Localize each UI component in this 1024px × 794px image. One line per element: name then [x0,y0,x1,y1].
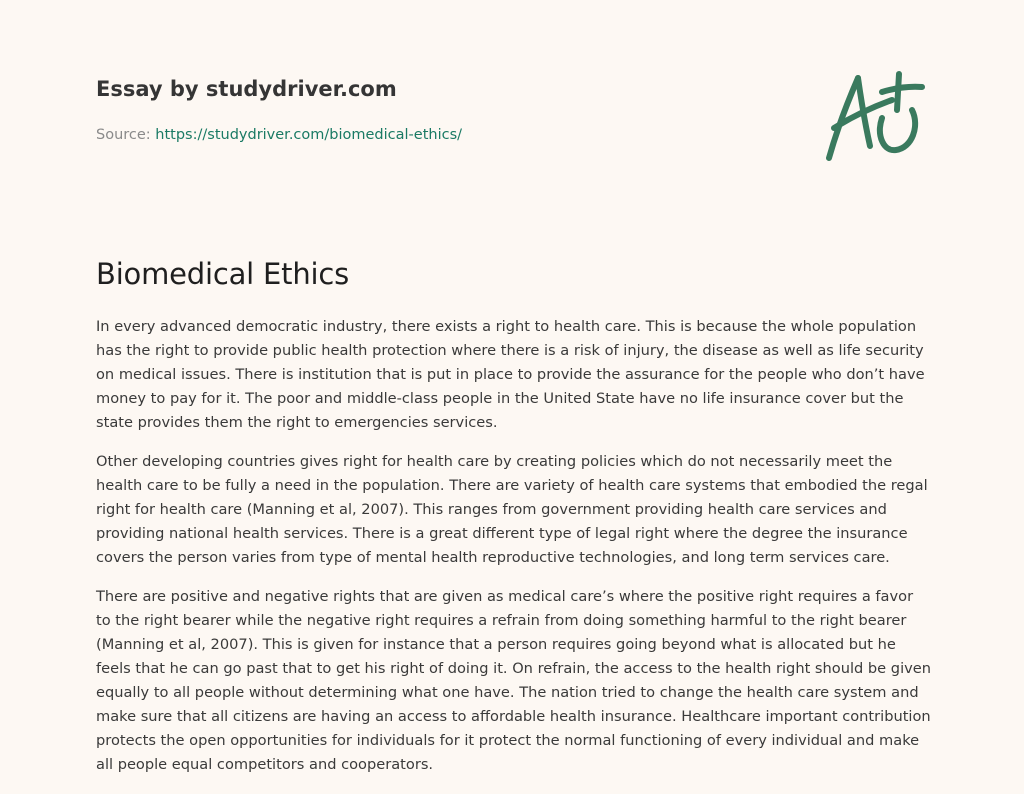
source-label: Source: [96,127,156,143]
paragraph: There are positive and negative rights that are given as medical care’s where the positive right requires a favor to the right bearer while the negative right requires a refrain from doing something harmful to the right bearer (Manning et al, 2007). This is given for instance that a person requires going beyond what is allocated but he feels that he can go past that to get his right of doing it. On refrain, the access to the health right should be given equally to all people without determining what one have. The nation tried to change the health care system and make sure that all citizens are having an access to affordable health insurance. Healthcare important contribution protects the open opportunities for individuals for it protect the normal functioning of every individual and make all people equal competitors and cooperators. [96,588,931,773]
paragraph: In every advanced democratic industry, there exists a right to health care. This is because the whole population has the right to provide public health protection where there is a risk of injury, the disease as well as life security on medical issues. There is institution that is put in place to provide the assurance for the people who don’t have money to pay for it. The poor and middle-class people in the United State have no life insurance cover but the state provides them the right to emergencies services. [96,318,925,431]
article-body [96,315,932,792]
source-link[interactable]: https://studydriver.com/biomedical-ethics/ [155,127,463,143]
brand-title: Essay by studydriver.com [96,77,397,101]
document-header [96,74,796,145]
article-title: Biomedical Ethics [96,257,350,291]
source-line [96,125,796,145]
paragraph: Other developing countries gives right for health care by creating policies which do not necessarily meet the health care to be fully a need in the population. There are variety of health care systems that embodied the regal right for health care (Manning et al, 2007). This ranges from government providing health care services and providing national health services. There is a great different type of legal right where the degree the insurance covers the person varies from type of mental health reproductive technologies, and long term services care. [96,453,928,566]
a-plus-logo-icon [820,66,930,166]
